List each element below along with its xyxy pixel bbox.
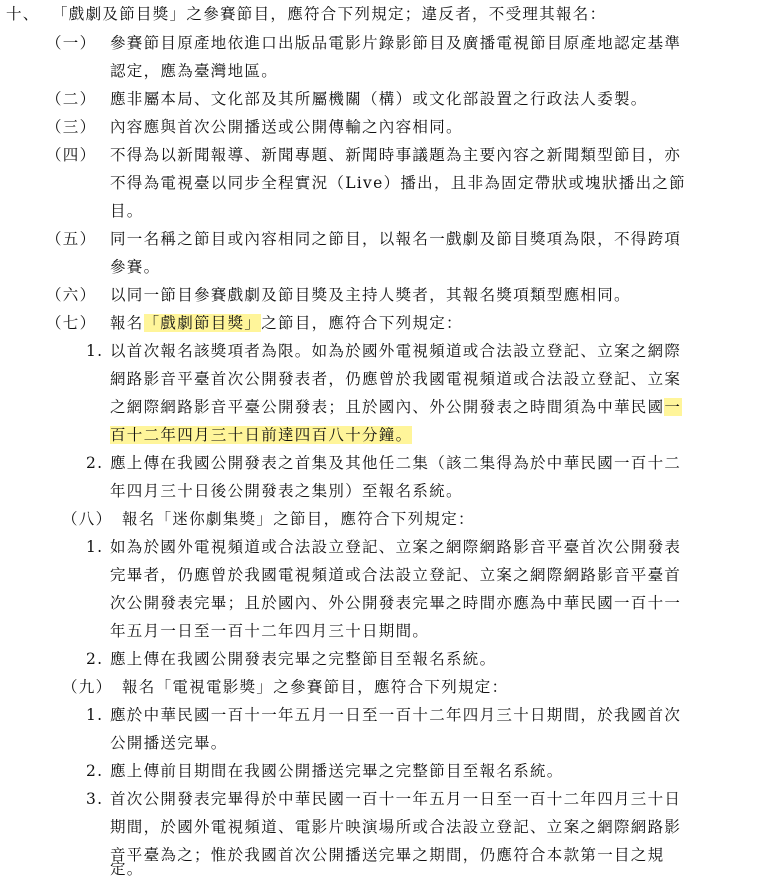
item-4-line-1: 不得為以新聞報導、新聞專題、新聞時事議題為主要內容之新聞類型節目，亦 <box>110 146 682 164</box>
item-8-sub-1-line-2: 完畢者，仍應曾於我國電視頻道或合法設立登記、立案之網際網路影音平臺首 <box>110 566 682 584</box>
item-9-sub-1-number: 1. <box>86 706 104 724</box>
item-7-sub-2-line-2: 年四月三十日後公開發表之集別）至報名系統。 <box>110 482 463 500</box>
item-9-sub-1-line-1: 應於中華民國一百十一年五月一日至一百十二年四月三十日期間，於我國首次 <box>110 706 682 724</box>
item-7-title-pre: 報名 <box>110 314 144 332</box>
section-title: 「戲劇及節目獎」之參賽節目，應符合下列規定；違反者，不受理其報名： <box>52 5 607 23</box>
item-number-4: （四） <box>46 146 97 164</box>
item-7-sub-2-line-1: 應上傳在我國公開發表之首集及其他任二集（該二集得為於中華民國一百十二 <box>110 454 682 472</box>
highlight-deadline: 百十二年四月三十日前達四百八十分鐘。 <box>110 426 413 444</box>
item-number-6: （六） <box>46 286 97 304</box>
item-number-7: （七） <box>46 314 97 332</box>
item-6-line-1: 以同一節目參賽戲劇及節目獎及主持人獎者，其報名獎項類型應相同。 <box>110 286 631 304</box>
item-7-sub-1-number: 1. <box>86 342 104 360</box>
item-7-sub-1-line-3 <box>110 393 682 421</box>
item-9-sub-1-line-2: 公開播送完畢。 <box>110 734 228 752</box>
item-5-line-1: 同一名稱之節目或內容相同之節目，以報名一戲劇及節目獎項為限，不得跨項 <box>110 230 682 248</box>
item-4-line-2: 不得為電視臺以同步全程實況（Live）播出，且非為固定帶狀或塊狀播出之節 <box>110 174 686 192</box>
item-9-sub-3-number: 3. <box>86 790 104 808</box>
item-7-title <box>110 309 463 337</box>
item-8-sub-1-line-1: 如為於國外電視頻道或合法設立登記、立案之網際網路影音平臺首次公開發表 <box>110 538 682 556</box>
item-7-sub-2-number: 2. <box>86 454 104 472</box>
highlight-drama-award: 「戲劇節目獎」 <box>143 314 262 332</box>
item-number-3: （三） <box>46 118 97 136</box>
item-8-sub-1-line-3: 次公開發表完畢；且於國內、外公開發表完畢之時間亦應為中華民國一百十一 <box>110 594 682 612</box>
item-9-sub-3-line-4: 定。 <box>110 860 144 878</box>
item-1-line-1: 參賽節目原產地依進口出版品電影片錄影節目及廣播電視節目原產地認定基準 <box>110 34 682 52</box>
item-9-sub-2-number: 2. <box>86 762 104 780</box>
item-8-sub-2-line-1: 應上傳在我國公開發表完畢之完整節目至報名系統。 <box>110 650 497 668</box>
item-number-1: （一） <box>46 34 97 52</box>
item-7-sub-1-line-2: 網路影音平臺首次公開發表者，仍應曾於我國電視頻道或合法設立登記、立案 <box>110 370 682 388</box>
item-number-5: （五） <box>46 230 97 248</box>
item-9-title: 報名「電視電影獎」之參賽節目，應符合下列規定： <box>122 678 509 696</box>
item-1-line-2: 認定，應為臺灣地區。 <box>110 62 279 80</box>
item-8-sub-1-line-4: 年五月一日至一百十二年四月三十日期間。 <box>110 622 430 640</box>
item-4-line-3: 目。 <box>110 202 144 220</box>
highlight-deadline-start: 一 <box>664 398 682 416</box>
item-7-sub-1-line-4 <box>110 421 412 449</box>
item-8-sub-1-number: 1. <box>86 538 104 556</box>
item-9-sub-3-line-2: 期間，於國外電視頻道、電影片映演場所或合法設立登記、立案之網際網路影 <box>110 818 682 836</box>
item-7-sub-1-line-1: 以首次報名該獎項者為限。如為於國外電視頻道或合法設立登記、立案之網際 <box>110 342 682 360</box>
item-3-line-1: 內容應與首次公開播送或公開傳輸之內容相同。 <box>110 118 463 136</box>
item-9-sub-3-line-3: 音平臺為之；惟於我國首次公開播送完畢之期間，仍應符合本款第一目之規 <box>110 846 665 864</box>
item-7-sub-1-line-3-text: 之網際網路影音平臺公開發表；且於國內、外公開發表之時間須為中華民國 <box>110 398 665 416</box>
item-2-line-1: 應非屬本局、文化部及其所屬機關（構）或文化部設置之行政法人委製。 <box>110 90 648 108</box>
item-8-sub-2-number: 2. <box>86 650 104 668</box>
item-number-8: （八） <box>62 510 113 528</box>
item-5-line-2: 參賽。 <box>110 258 161 276</box>
item-9-sub-2-line-1: 應上傳前目期間在我國公開播送完畢之完整節目至報名系統。 <box>110 762 564 780</box>
item-7-title-post: 之節目，應符合下列規定： <box>261 314 463 332</box>
item-8-title: 報名「迷你劇集獎」之節目，應符合下列規定： <box>122 510 475 528</box>
item-number-2: （二） <box>46 90 97 108</box>
item-number-9: （九） <box>62 678 113 696</box>
item-9-sub-3-line-1: 首次公開發表完畢得於中華民國一百十一年五月一日至一百十二年四月三十日 <box>110 790 682 808</box>
section-number: 十、 <box>6 5 40 23</box>
